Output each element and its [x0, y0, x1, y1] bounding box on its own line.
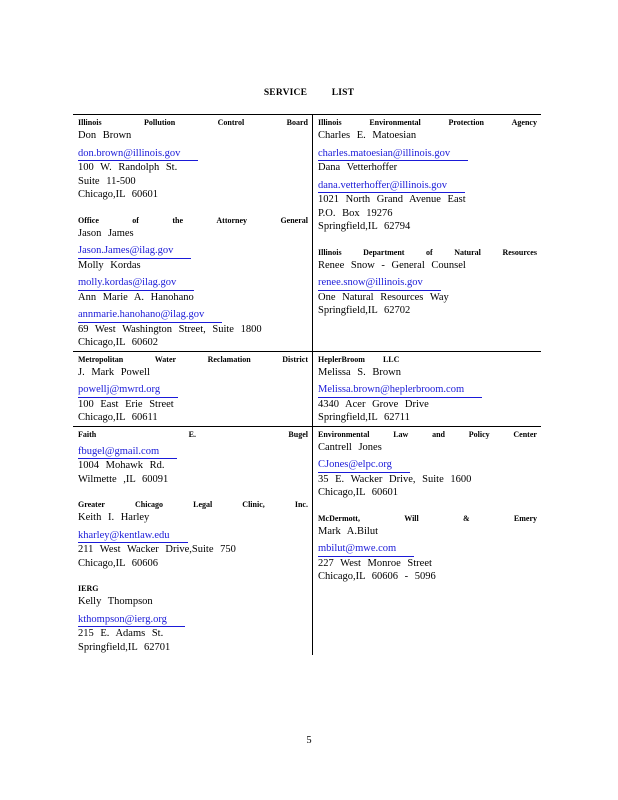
- email-row: [318, 175, 537, 194]
- organization-word: General: [280, 215, 308, 225]
- email-row: [78, 304, 308, 323]
- email-row: [78, 240, 308, 259]
- organization-name: [78, 354, 308, 366]
- contact-line: 69 West Washington Street, Suite 1800: [78, 323, 262, 335]
- email-link[interactable]: kthompson@ierg.org: [78, 614, 185, 628]
- contact-line: Springfield,IL 62711: [318, 412, 410, 423]
- email-link[interactable]: dana.vetterhoffer@illinois.gov: [318, 180, 465, 194]
- organization-name: [78, 215, 308, 227]
- email-link[interactable]: mbilut@mwe.com: [318, 543, 414, 557]
- organization-word: HeplerBroom: [318, 354, 365, 364]
- organization-word: Policy: [468, 429, 490, 439]
- email-row: [78, 272, 308, 291]
- email-row: [78, 143, 308, 162]
- organization-name: [78, 583, 308, 595]
- contact-line: Kelly Thompson: [78, 596, 153, 607]
- contact-line: P.O. Box 19276: [318, 207, 393, 219]
- organization-word: McDermott,: [318, 513, 360, 523]
- email-link[interactable]: renee.snow@illinois.gov: [318, 277, 441, 291]
- organization-name: [318, 513, 537, 525]
- organization-word: Faith: [78, 429, 97, 439]
- email-link[interactable]: molly.kordas@ilag.gov: [78, 277, 194, 291]
- organization-name: [78, 499, 308, 511]
- contact-line: Dana Vetterhoffer: [318, 162, 398, 173]
- organization-word: Emery: [513, 513, 537, 523]
- contact-line: 211 West Wacker Drive,Suite 750: [78, 544, 236, 555]
- organization-word: Illinois: [78, 118, 102, 127]
- organization-name: [318, 354, 537, 366]
- organization-word: District: [282, 354, 308, 364]
- service-entry: [318, 117, 537, 234]
- organization-word: the: [172, 215, 183, 225]
- contact-line: 100 W. Randolph St.: [78, 162, 178, 173]
- email-link[interactable]: fbugel@gmail.com: [78, 446, 177, 460]
- contact-line: 227 West Monroe Street: [318, 557, 432, 569]
- contact-line: Mark A.Bilut: [318, 525, 379, 537]
- email-link[interactable]: charles.matoesian@illinois.gov: [318, 148, 468, 162]
- organization-name: [78, 429, 308, 441]
- organization-word: Chicago: [135, 500, 164, 509]
- email-row: [318, 272, 537, 291]
- organization-word: Board: [286, 118, 308, 127]
- organization-word: Illinois: [318, 118, 342, 127]
- organization-word: Reclamation: [207, 354, 251, 364]
- email-row: [78, 379, 308, 398]
- organization-word: Inc.: [294, 500, 308, 509]
- service-list-table: [73, 114, 541, 655]
- contact-line: Chicago,IL 60601: [318, 487, 399, 498]
- email-row: [318, 379, 537, 398]
- contact-line: Suite 11-500: [78, 175, 136, 187]
- table-row: [73, 351, 541, 426]
- service-entry: [78, 117, 308, 202]
- email-row: [78, 441, 308, 460]
- email-row: [78, 525, 308, 544]
- cell-r2-left: [73, 351, 313, 426]
- service-entry: [318, 354, 537, 425]
- email-link[interactable]: kharley@kentlaw.edu: [78, 530, 188, 544]
- organization-word: Control: [217, 118, 245, 127]
- organization-name: [318, 247, 537, 259]
- organization-word: Environmental: [369, 118, 421, 127]
- contact-line: Charles E. Matoesian: [318, 130, 417, 141]
- organization-word: Greater: [78, 500, 105, 509]
- email-link[interactable]: Melissa.brown@heplerbroom.com: [318, 384, 482, 398]
- contact-line: One Natural Resources Way: [318, 291, 449, 303]
- organization-word: Attorney: [216, 215, 248, 225]
- service-entry: [78, 215, 308, 350]
- organization-word: E.: [188, 429, 196, 439]
- service-entry: [78, 354, 308, 425]
- contact-line: Melissa S. Brown: [318, 366, 401, 378]
- service-entry: [78, 429, 308, 487]
- email-link[interactable]: CJones@elpc.org: [318, 459, 410, 473]
- organization-word: Bugel: [288, 429, 308, 439]
- contact-line: Springfield,IL 62702: [318, 305, 411, 316]
- contact-line: Wilmette ,IL 60091: [78, 473, 169, 485]
- contact-line: Chicago,IL 60602: [78, 337, 159, 348]
- email-row: [318, 538, 537, 557]
- organization-word: &: [462, 513, 470, 523]
- cell-r1-right: [313, 115, 542, 352]
- organization-word: Environmental: [318, 429, 370, 439]
- contact-line: Renee Snow - General Counsel: [318, 259, 466, 271]
- organization-name: [78, 117, 308, 129]
- organization-word: of: [426, 247, 433, 257]
- service-entry: [318, 247, 537, 318]
- organization-name: [318, 429, 537, 441]
- organization-word: IERG: [78, 584, 99, 593]
- organization-word: Pollution: [144, 118, 176, 127]
- contact-line: Chicago,IL 60611: [78, 412, 158, 423]
- organization-word: Will: [404, 513, 419, 523]
- table-row: [73, 115, 541, 352]
- organization-word: Clinic,: [242, 500, 265, 509]
- organization-word: Protection: [448, 118, 484, 127]
- email-link[interactable]: Jason.James@ilag.gov: [78, 245, 191, 259]
- contact-line: Jason James: [78, 227, 134, 239]
- contact-line: Chicago,IL 60606: [78, 557, 159, 569]
- contact-line: Ann Marie A. Hanohano: [78, 291, 194, 303]
- contact-line: 100 East Erie Street: [78, 398, 174, 410]
- contact-line: 1004 Mohawk Rd.: [78, 460, 165, 471]
- cell-r2-right: [313, 351, 542, 426]
- organization-word: Agency: [511, 118, 537, 127]
- cell-r1-left: [73, 115, 313, 352]
- email-row: [318, 454, 537, 473]
- organization-word: of: [132, 215, 139, 225]
- organization-word: Law: [393, 429, 409, 439]
- contact-line: 1021 North Grand Avenue East: [318, 194, 466, 205]
- contact-line: J. Mark Powell: [78, 366, 150, 378]
- table-row: [73, 426, 541, 655]
- organization-word: Department: [363, 247, 405, 257]
- email-link[interactable]: annmarie.hanohano@ilag.gov: [78, 309, 222, 323]
- service-entry: [318, 513, 537, 584]
- contact-line: Springfield,IL 62794: [318, 221, 411, 232]
- organization-word: Legal: [193, 500, 213, 509]
- organization-word: Metropolitan: [78, 354, 124, 364]
- page-number: 5: [306, 735, 312, 746]
- page-title: SERVICE LIST: [263, 88, 355, 98]
- organization-word: Water: [154, 354, 177, 364]
- contact-line: Springfield,IL 62701: [78, 641, 171, 653]
- contact-line: 215 E. Adams St.: [78, 628, 164, 639]
- email-row: [318, 143, 537, 162]
- service-entry: [78, 499, 308, 570]
- contact-line: Chicago,IL 60606 - 5096: [318, 571, 436, 582]
- organization-word: Illinois: [318, 247, 342, 257]
- service-entry: [318, 429, 537, 500]
- cell-r3-left: [73, 426, 313, 655]
- contact-line: Keith I. Harley: [78, 512, 150, 523]
- email-link[interactable]: powellj@mwrd.org: [78, 384, 178, 398]
- organization-word: and: [432, 429, 445, 439]
- organization-word: Center: [513, 429, 537, 439]
- contact-line: 4340 Acer Grove Drive: [318, 398, 429, 410]
- contact-line: 35 E. Wacker Drive, Suite 1600: [318, 473, 472, 485]
- contact-line: Don Brown: [78, 130, 132, 141]
- organization-name: [318, 117, 537, 129]
- organization-word: Office: [78, 215, 99, 225]
- contact-line: Cantrell Jones: [318, 441, 382, 453]
- email-link[interactable]: don.brown@illinois.gov: [78, 148, 198, 162]
- email-row: [78, 609, 308, 628]
- contact-line: Molly Kordas: [78, 259, 141, 271]
- organization-word: LLC: [382, 354, 400, 364]
- contact-line: Chicago,IL 60601: [78, 189, 159, 200]
- organization-word: Resources: [502, 247, 537, 257]
- organization-word: Natural: [454, 247, 481, 257]
- service-entry: [78, 583, 308, 654]
- cell-r3-right: [313, 426, 542, 655]
